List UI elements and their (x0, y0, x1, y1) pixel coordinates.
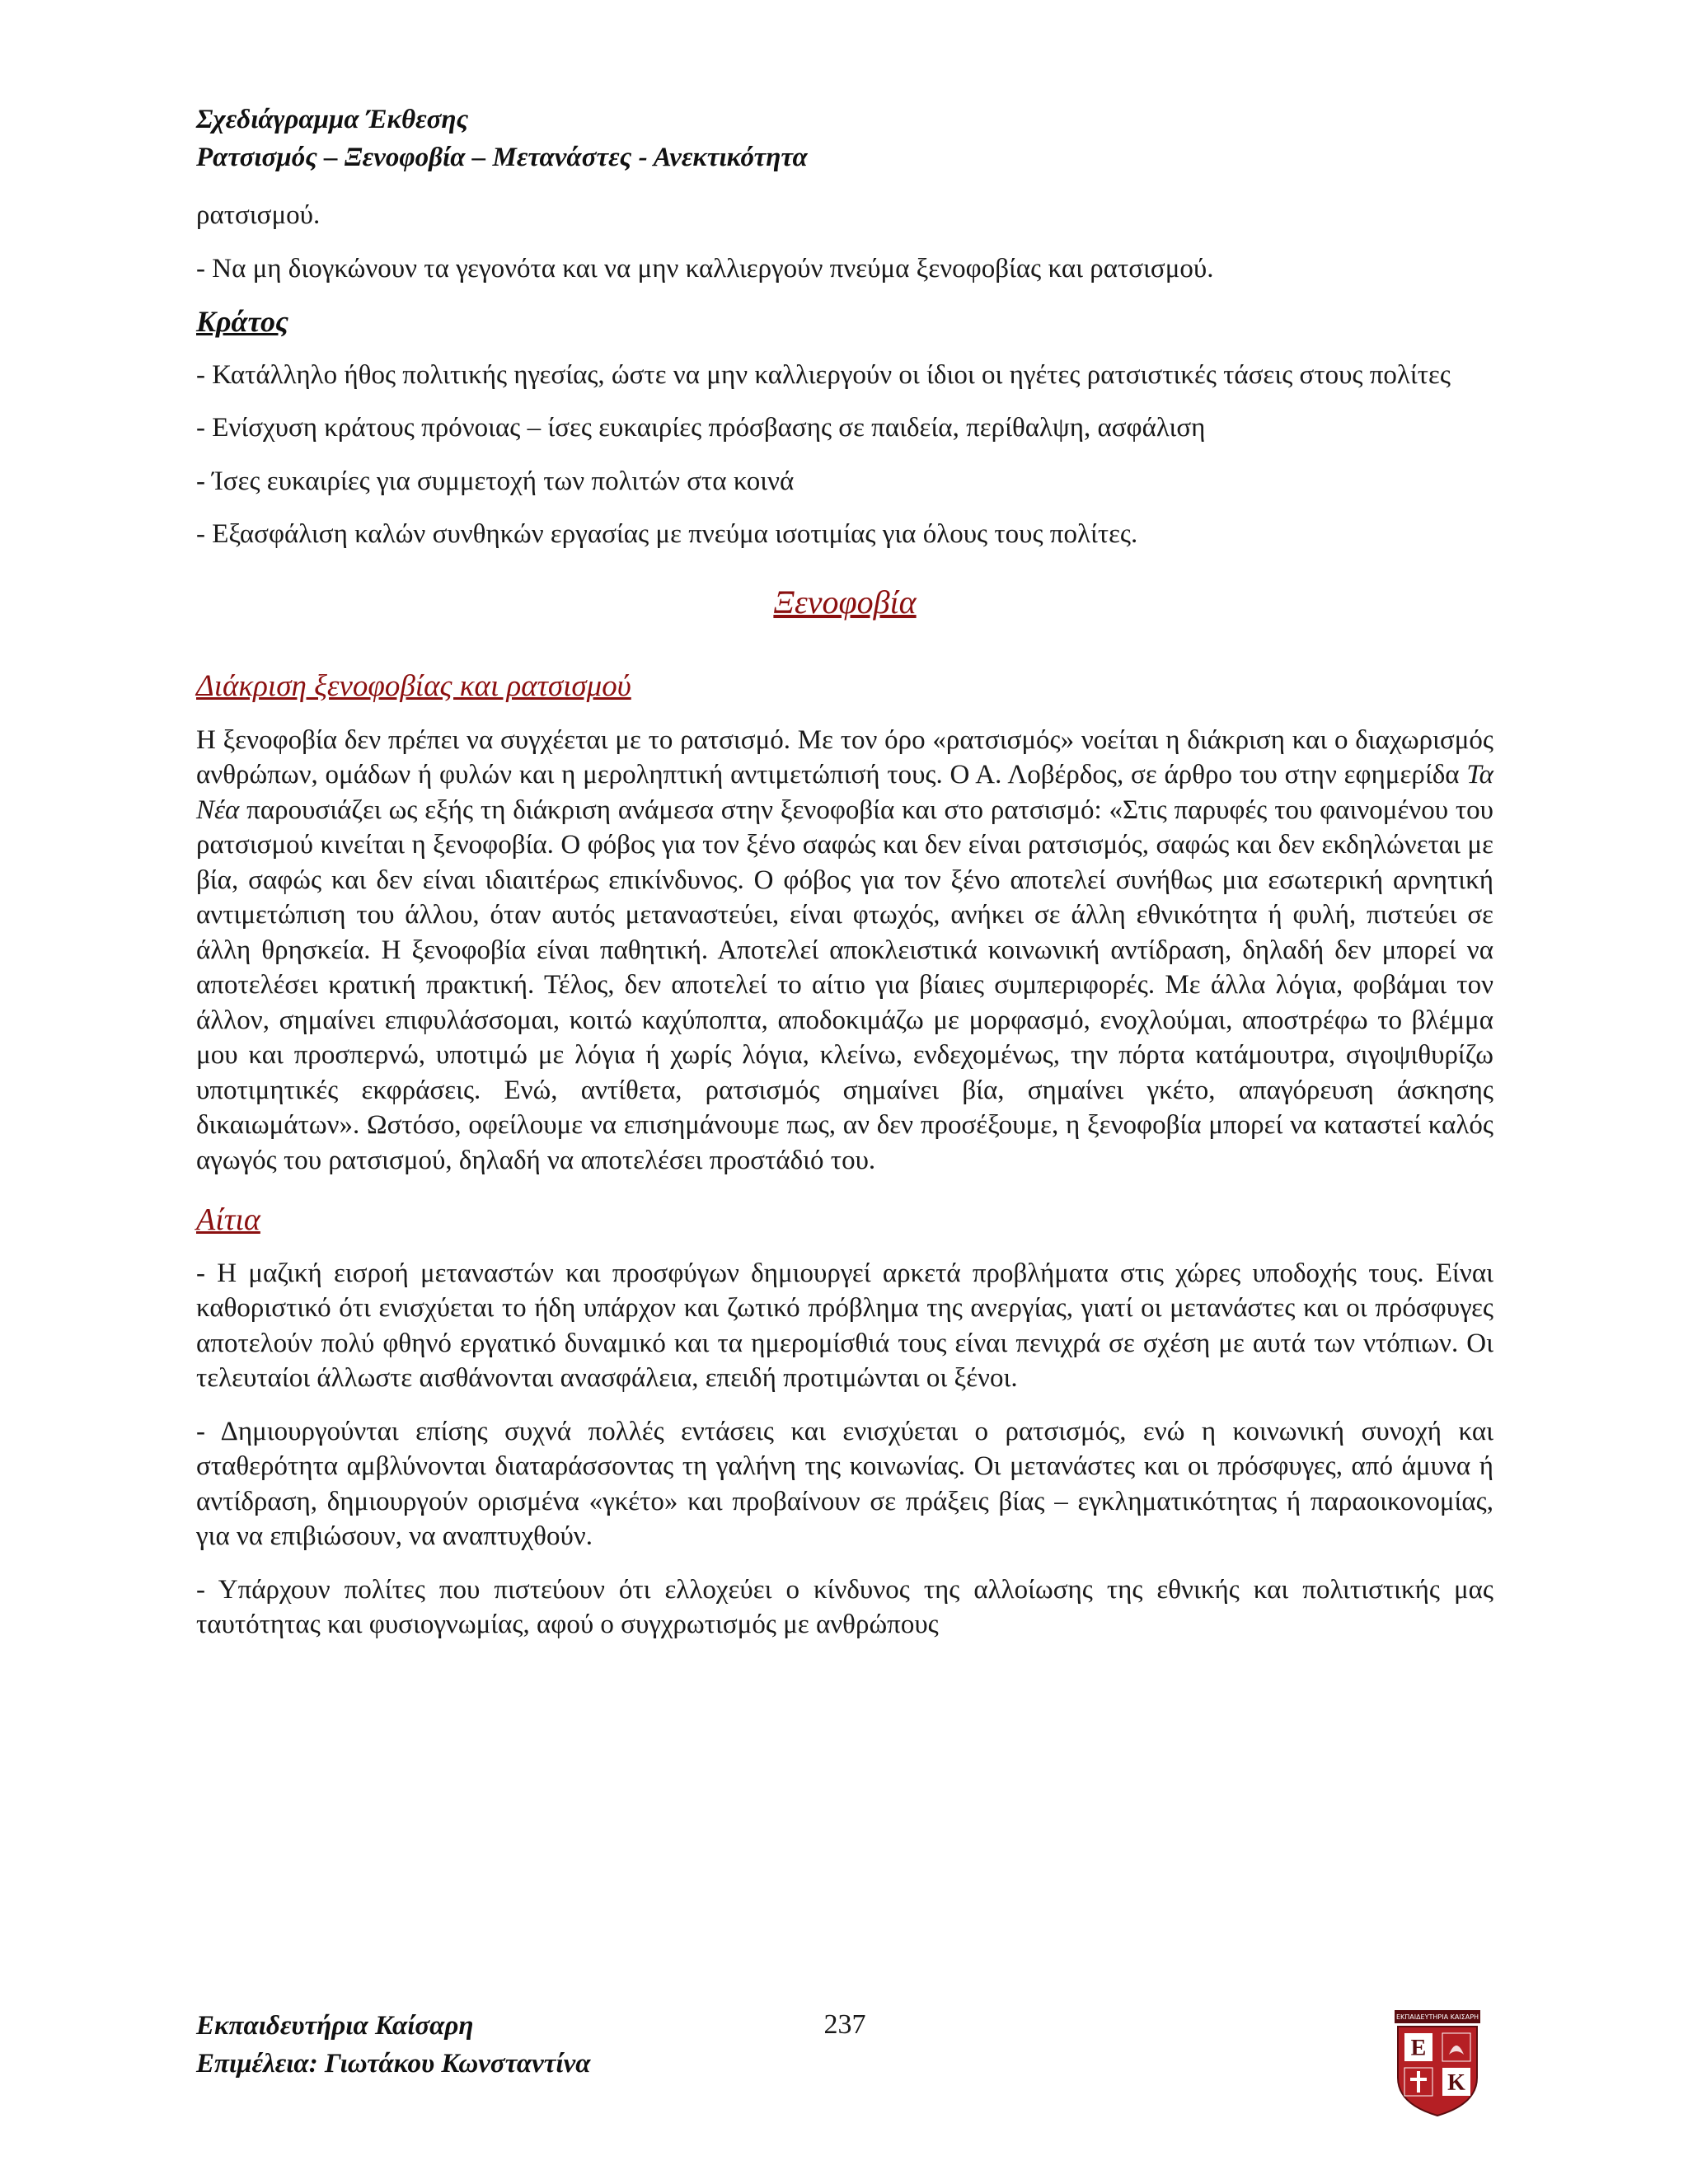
page-header (196, 101, 1498, 176)
kratos-point: - Εξασφάλιση καλών συνθηκών εργασίας με πνεύμα ισοτιμίας για όλους τους πολίτες. (196, 519, 1138, 549)
header-title: Σχεδιάγραμμα Έκθεσης (196, 105, 469, 134)
school-crest-logo (1391, 2008, 1484, 2117)
causes-heading: Αίτια (196, 1202, 260, 1237)
cause-point: - Δημιουργούνται επίσης συχνά πολλές εντάσεις και ενισχύεται ο ρατσισμός, ενώ η κοινωνική συνοχή και σταθερότητα αμβλύνονται διαταράσσοντας τη γαλήνη της κοινωνίας. Οι μετανάστες και οι πρόσφυγες, από άμυνα ή αντίδραση, δημιουργούν ορισμένα «γκέτο» και προβαίνουν σε πράξεις βίας – εγκληματικότητας ή παραοικονομίας, για να επιβιώσουν, να αναπτυχθούν. (196, 1416, 1493, 1551)
distinction-paragraph (196, 723, 1493, 1179)
logo-banner-text: ΕΚΠΑΙΔΕΥΤΗΡΙΑ ΚΑΙΣΑΡΗ (1395, 2013, 1479, 2021)
cause-point: - Η μαζική εισροή μεταναστών και προσφύγων δημιουργεί αρκετά προβλήματα στις χώρες υποδοχής τους. Είναι καθοριστικό ότι ενισχύεται το ήδη υπάρχον και ζωτικό πρόβλημα της ανεργίας, γιατί οι μετανάστες και οι πρόσφυγες αποτελούν πολύ φθηνό εργατικό δυναμικό και τα ημερομίσθιά τους είναι πενιχρά σε σχέση με αυτά των ντόπιων. Οι τελευταίοι άλλωστε αισθάνονται ανασφάλεια, επειδή προτιμώνται οι ξένοι. (196, 1258, 1493, 1393)
distinction-heading: Διάκριση ξενοφοβίας και ρατσισμού (196, 669, 631, 703)
media-point: - Να μη διογκώνουν τα γεγονότα και να μην καλλιεργούν πνεύμα ξενοφοβίας και ρατσισμού. (196, 253, 1214, 284)
page-footer (196, 2007, 591, 2083)
logo-letter-k: Κ (1447, 2070, 1465, 2096)
continuation-text: ρατσισμού. (196, 200, 321, 230)
kratos-heading: Κράτος (196, 305, 288, 338)
newspaper-title: Τα Νέα (196, 760, 1493, 825)
page-number: 237 (823, 2009, 866, 2040)
footer-editor: Επιμέλεια: Γιωτάκου Κωνσταντίνα (196, 2049, 591, 2079)
header-subtitle: Ρατσισμός – Ξενοφοβία – Μετανάστες - Ανεκτικότητα (196, 143, 808, 172)
footer-school: Εκπαιδευτήρια Καίσαρη (196, 2011, 474, 2041)
document-body (196, 198, 1493, 1661)
section-title-xenophobia: Ξενοφοβία (773, 583, 917, 621)
distinction-text-after: παρουσιάζει ως εξής τη διάκριση ανάμεσα στην ξενοφοβία και στο ρατσισμό: «Στις παρυφές του φαινομένου του ρατσισμού κινείται η ξενοφοβία. Ο φόβος για τον ξένο σαφώς και δεν είναι ρατσισμός, σαφώς και δεν εκδηλώνεται με βία, σαφώς και δεν είναι ιδιαιτέρως επικίνδυνος. Ο φόβος για τον ξένο αποτελεί συνήθως μια εσωτερική αρνητική αντιμετώπιση του άλλου, όταν αυτός μεταναστεύει, είναι φτωχός, ανήκει σε άλλη εθνικότητα ή φυλή, πιστεύει σε άλλη θρησκεία. Η ξενοφοβία είναι παθητική. Αποτελεί αποκλειστικά κοινωνική αντίδραση, δηλαδή δεν μπορεί να αποτελέσει κρατική πρακτική. Τέλος, δεν αποτελεί το αίτιο για βίαιες συμπεριφορές. Με άλλα λόγια, φοβάμαι τον άλλον, σημαίνει επιφυλάσσομαι, κοιτώ καχύποπτα, αποδοκιμάζω με μορφασμό, ενοχλούμαι, αποστρέφω το βλέμμα μου και προσπερνώ, υποτιμώ με λόγια ή χωρίς λόγια, κλείνω, ενδεχομένως, την πόρτα κατάμουτρα, σιγοψιθυρίζω υποτιμητικές εκφράσεις. Ενώ, αντίθετα, ρατσισμός σημαίνει βία, σημαίνει γκέτο, απαγόρευση άσκησης δικαιωμάτων». Ωστόσο, οφείλουμε να επισημάνουμε πως, αν δεν προσέξουμε, η ξενοφοβία μπορεί να καταστεί καλός αγωγός του ρατσισμού, δηλαδή να αποτελέσει προστάδιό του. (196, 794, 1493, 1175)
logo-letter-e: Ε (1410, 2036, 1427, 2061)
kratos-point: - Ίσες ευκαιρίες για συμμετοχή των πολιτών στα κοινά (196, 466, 795, 496)
kratos-point: - Ενίσχυση κράτους πρόνοιας – ίσες ευκαιρίες πρόσβασης σε παιδεία, περίθαλψη, ασφάλιση (196, 413, 1206, 443)
distinction-text-before: Η ξενοφοβία δεν πρέπει να συγχέεται με το ρατσισμό. Με τον όρο «ρατσισμός» νοείται η διάκριση και ο διαχωρισμός ανθρώπων, ομάδων ή φυλών και η μεροληπτική αντιμετώπισή τους. Ο Α. Λοβέρδος, σε άρθρο του στην εφημερίδα (196, 724, 1493, 790)
cause-point: - Υπάρχουν πολίτες που πιστεύουν ότι ελλοχεύει ο κίνδυνος της αλλοίωσης της εθνικής και πολιτιστικής μας ταυτότητας και φυσιογνωμίας, αφού ο συγχρωτισμός με ανθρώπους (196, 1574, 1493, 1639)
kratos-point: - Κατάλληλο ήθος πολιτικής ηγεσίας, ώστε να μην καλλιεργούν οι ίδιοι οι ηγέτες ρατσιστικές τάσεις στους πολίτες (196, 359, 1451, 390)
